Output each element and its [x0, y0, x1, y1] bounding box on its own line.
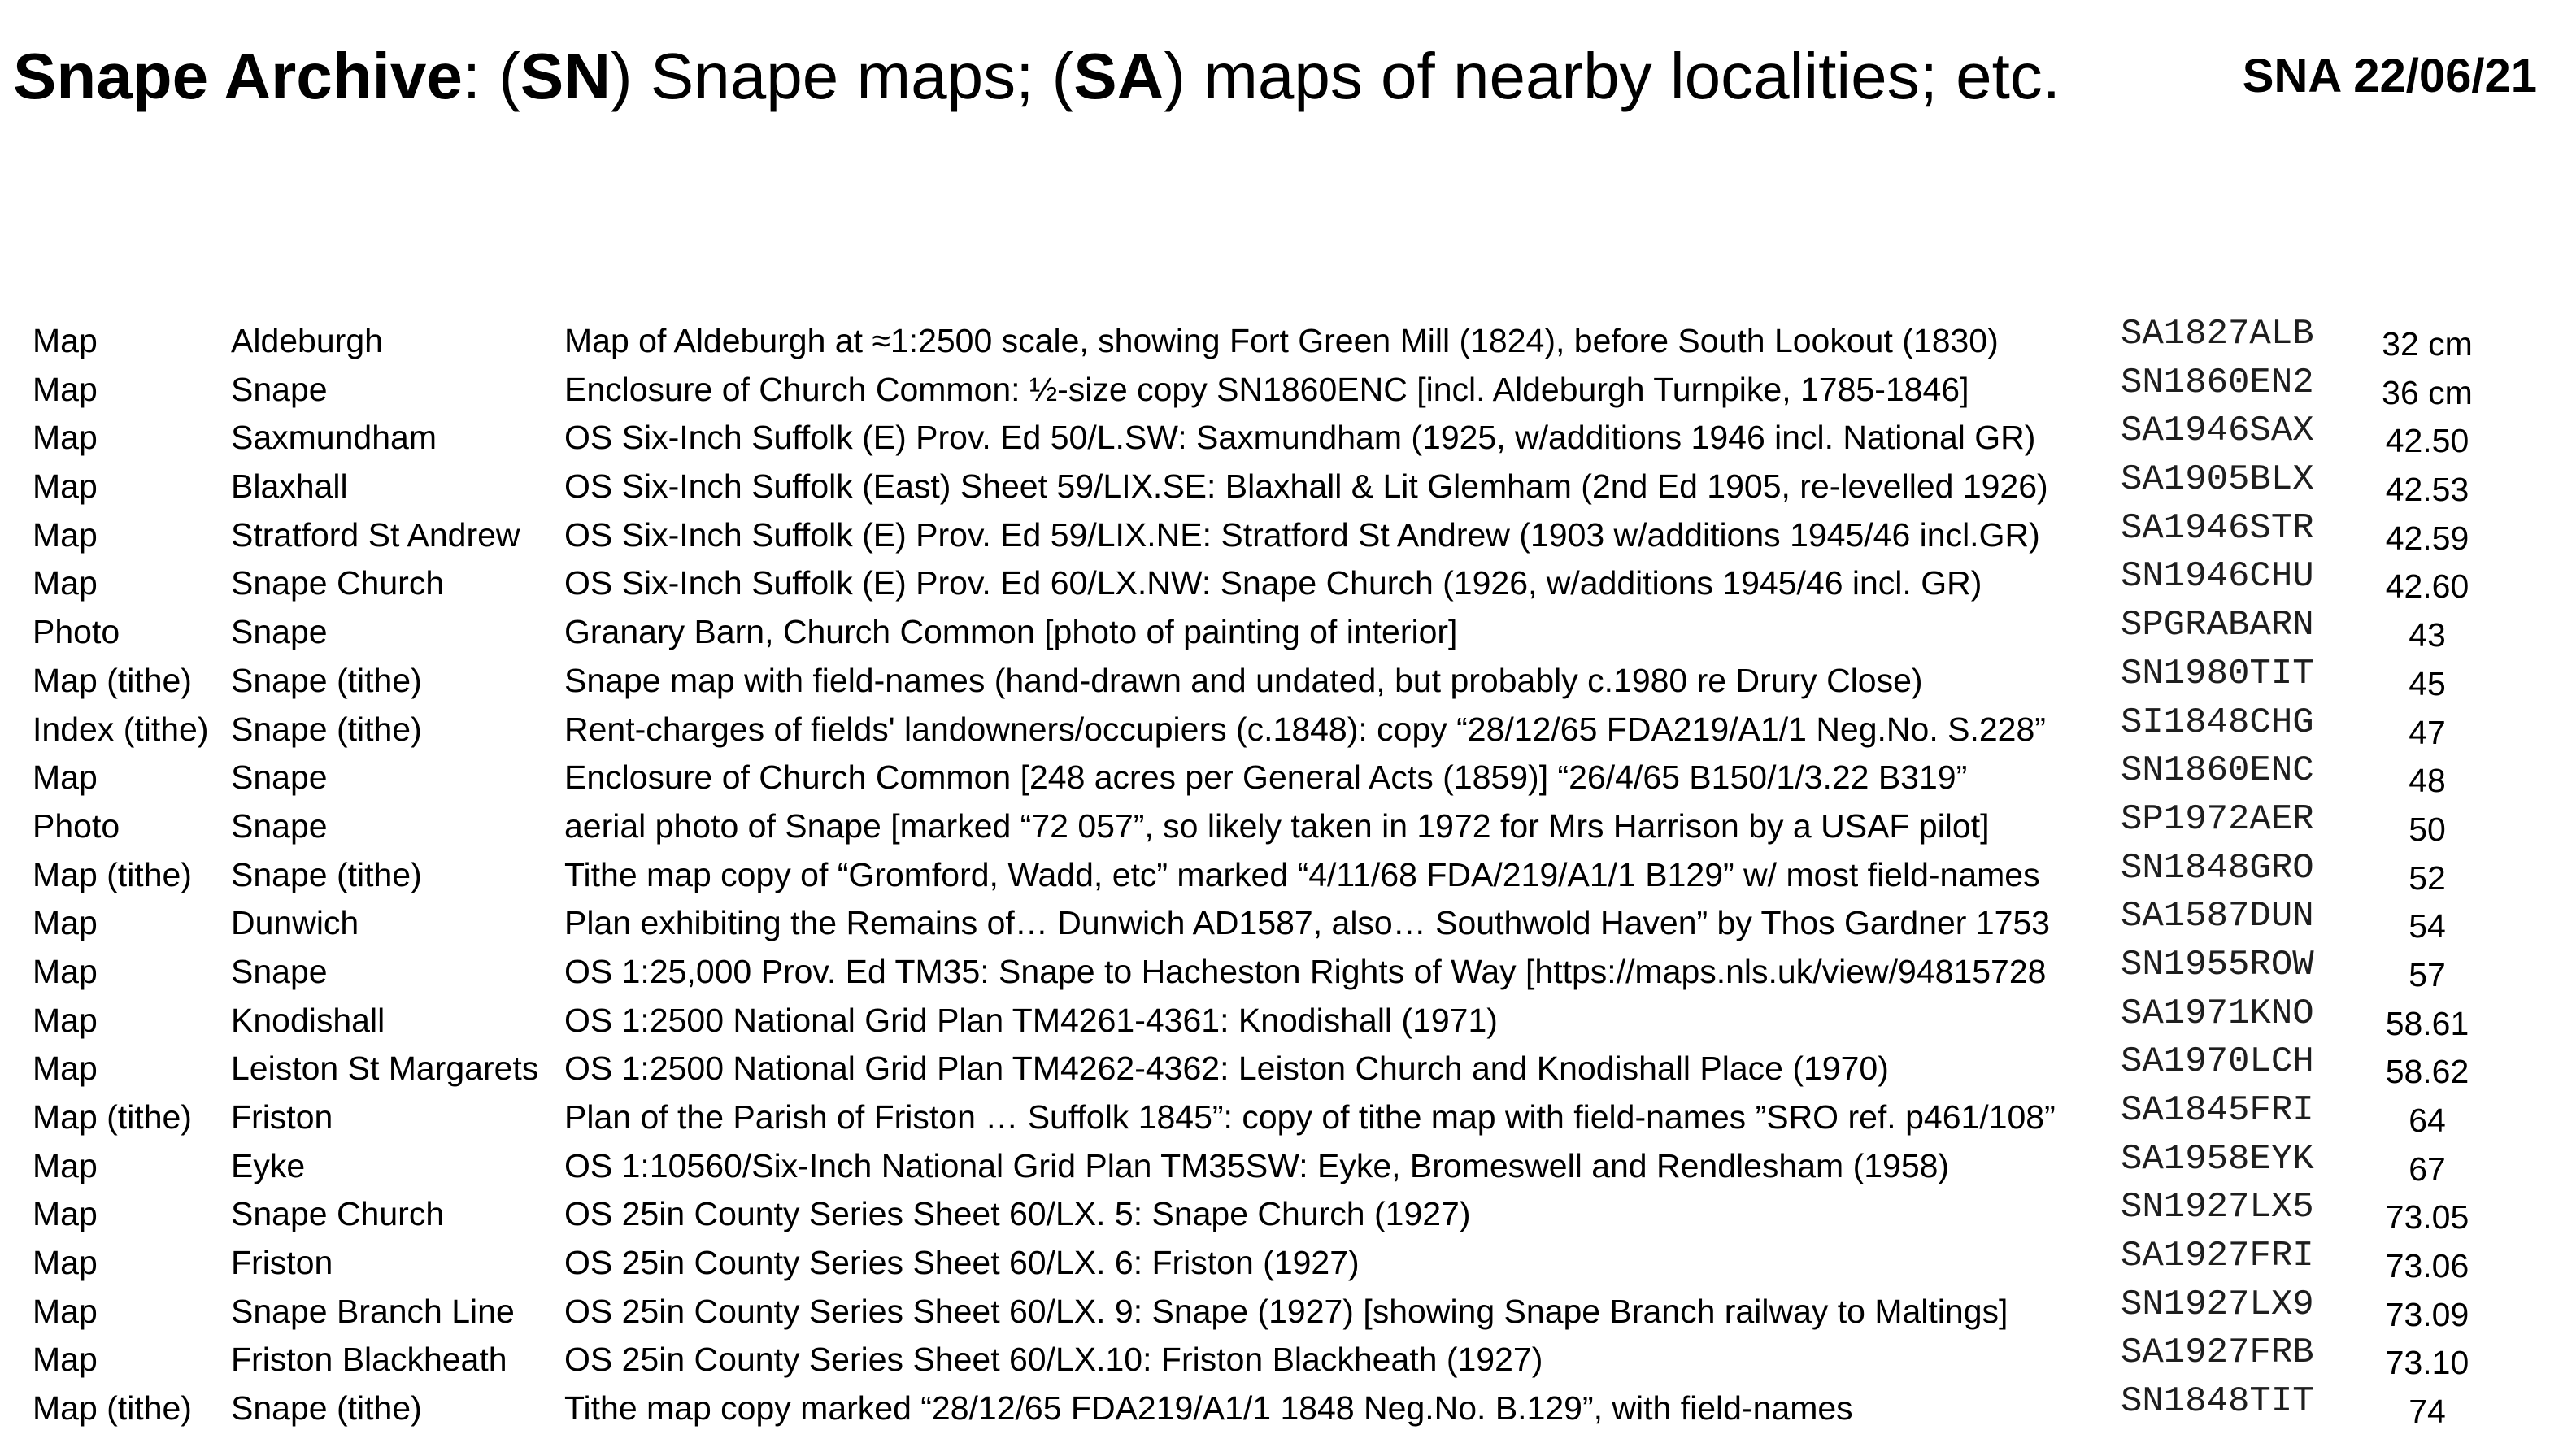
- item-place: Snape: [231, 370, 328, 408]
- item-place: Snape Church: [231, 564, 445, 602]
- item-type: Map (tithe): [33, 661, 192, 699]
- item-description: OS Six-Inch Suffolk (E) Prov. Ed 60/LX.NW: Snape Church (1926, w/additions 1945/46 incl. GR): [564, 564, 1982, 602]
- title-sn-code: SN: [520, 40, 611, 112]
- item-description: Tithe map copy of “Gromford, Wadd, etc” marked “4/11/68 FDA/219/A1/1 B129” w/ most field-names: [564, 855, 2040, 893]
- item-type: Map: [33, 1146, 98, 1184]
- item-size: 50: [2409, 810, 2446, 848]
- title-sa-code: SA: [1073, 40, 1164, 112]
- item-place: Snape (tithe): [231, 1389, 422, 1428]
- item-size: 57: [2409, 955, 2446, 993]
- item-place: Snape (tithe): [231, 855, 422, 893]
- item-code: SA1827ALB: [2121, 314, 2314, 354]
- item-size: 52: [2409, 858, 2446, 897]
- item-description: Map of Aldeburgh at ≈1:2500 scale, showing Fort Green Mill (1824), before South Lookout (1830): [564, 322, 1999, 359]
- item-size: 73.09: [2385, 1295, 2469, 1333]
- item-type: Map: [33, 1195, 98, 1233]
- item-size: 42.60: [2385, 567, 2469, 606]
- title-archive-name: Snape Archive: [13, 40, 463, 112]
- item-place: Snape: [231, 758, 328, 797]
- item-description: OS Six-Inch Suffolk (East) Sheet 59/LIX.SE: Blaxhall & Lit Glemham (2nd Ed 1905, re-levelled 1926): [564, 467, 2048, 506]
- item-description: Tithe map copy marked “28/12/65 FDA219/A1/1 1848 Neg.No. B.129”, with field-names: [564, 1389, 1853, 1428]
- item-place: Snape (tithe): [231, 661, 422, 699]
- item-place: Snape: [231, 952, 328, 990]
- item-description: Granary Barn, Church Common [photo of painting of interior]: [564, 613, 1458, 651]
- item-code: SN1848TIT: [2121, 1381, 2314, 1423]
- item-type: Map: [33, 515, 98, 554]
- item-code: SA1946SAX: [2121, 411, 2314, 452]
- item-code: SN1955ROW: [2121, 944, 2314, 985]
- item-type: Map: [33, 419, 98, 457]
- item-size: 42.53: [2385, 471, 2469, 509]
- item-description: OS Six-Inch Suffolk (E) Prov. Ed 59/LIX.NE: Stratford St Andrew (1903 w/additions 1945/46 incl.GR): [564, 515, 2040, 554]
- title-text-3: ) maps of nearby localities; etc.: [1164, 40, 2061, 112]
- item-size: 47: [2409, 713, 2446, 751]
- item-type: Map: [33, 322, 98, 359]
- item-size: 43: [2409, 616, 2446, 654]
- item-place: Saxmundham: [231, 419, 437, 457]
- item-code: SN1860ENC: [2121, 750, 2314, 792]
- item-description: Rent-charges of fields' landowners/occupiers (c.1848): copy “28/12/65 FDA219/A1/1 Neg.No. S.228”: [564, 710, 2046, 748]
- item-description: OS 1:25,000 Prov. Ed TM35: Snape to Hacheston Rights of Way [https://maps.nls.uk/view/94815728: [564, 952, 2047, 990]
- document-reference: SNA 22/06/21: [2242, 50, 2537, 102]
- item-description: Plan exhibiting the Remains of… Dunwich AD1587, also… Southwold Haven” by Thos Gardner 1753: [564, 904, 2051, 942]
- item-place: Aldeburgh: [231, 322, 383, 359]
- item-place: Eyke: [231, 1146, 306, 1184]
- item-description: OS 25in County Series Sheet 60/LX. 9: Snape (1927) [showing Snape Branch railway to Maltings]: [564, 1292, 2008, 1330]
- item-place: Stratford St Andrew: [231, 515, 520, 554]
- item-description: OS 25in County Series Sheet 60/LX. 5: Snape Church (1927): [564, 1195, 1471, 1233]
- item-size: 73.10: [2385, 1344, 2469, 1382]
- item-size: 42.50: [2385, 422, 2469, 460]
- archive-table: [0, 314, 2550, 1433]
- item-type: Map: [33, 1050, 98, 1088]
- item-type: Photo: [33, 613, 120, 651]
- item-place: Snape: [231, 806, 328, 845]
- item-type: Map (tithe): [33, 855, 192, 893]
- item-description: OS 25in County Series Sheet 60/LX. 6: Friston (1927): [564, 1244, 1360, 1282]
- item-code: SN1946CHU: [2121, 556, 2314, 598]
- item-size: 58.62: [2385, 1053, 2469, 1091]
- item-size: 67: [2409, 1150, 2446, 1188]
- item-size: 74: [2409, 1393, 2446, 1431]
- item-code: SN1860EN2: [2121, 362, 2314, 403]
- item-size: 54: [2409, 907, 2446, 945]
- item-place: Blaxhall: [231, 467, 348, 506]
- item-place: Friston: [231, 1244, 333, 1282]
- title-text-1: : (: [462, 40, 520, 112]
- item-place: Dunwich: [231, 904, 359, 942]
- item-type: Map: [33, 1001, 98, 1039]
- item-description: Enclosure of Church Common: ½-size copy SN1860ENC [incl. Aldeburgh Turnpike, 1785-1846]: [564, 370, 1969, 408]
- item-description: Enclosure of Church Common [248 acres per General Acts (1859)] “26/4/65 B150/1/3.22 B319”: [564, 758, 1968, 797]
- item-type: Map: [33, 952, 98, 990]
- item-type: Map (tithe): [33, 1098, 192, 1136]
- item-description: aerial photo of Snape [marked “72 057”, so likely taken in 1972 for Mrs Harrison by a USAF pilot]: [564, 806, 1990, 845]
- item-place: Snape Church: [231, 1195, 445, 1233]
- item-code: SA1587DUN: [2121, 896, 2314, 937]
- item-place: Knodishall: [231, 1001, 385, 1039]
- item-size: 48: [2409, 762, 2446, 800]
- item-size: 42.59: [2385, 519, 2469, 557]
- item-type: Map: [33, 370, 98, 408]
- item-description: OS 1:2500 National Grid Plan TM4261-4361: Knodishall (1971): [564, 1001, 1498, 1039]
- table-row: [0, 1381, 2550, 1433]
- item-description: OS 25in County Series Sheet 60/LX.10: Friston Blackheath (1927): [564, 1341, 1543, 1379]
- item-type: Map: [33, 564, 98, 602]
- item-size: 45: [2409, 664, 2446, 702]
- item-type: Map: [33, 467, 98, 506]
- item-description: OS Six-Inch Suffolk (E) Prov. Ed 50/L.SW: Saxmundham (1925, w/additions 1946 incl. National GR): [564, 419, 2036, 457]
- item-code: SPGRABARN: [2121, 605, 2314, 646]
- item-code: SA1927FRI: [2121, 1236, 2314, 1277]
- item-type: Photo: [33, 806, 120, 845]
- item-place: Snape Branch Line: [231, 1292, 515, 1330]
- item-size: 73.05: [2385, 1198, 2469, 1237]
- item-code: SN1980TIT: [2121, 653, 2314, 694]
- item-code: SN1927LX5: [2121, 1187, 2314, 1228]
- page-title: [13, 36, 2060, 117]
- item-place: Friston Blackheath: [231, 1341, 507, 1379]
- item-place: Friston: [231, 1098, 333, 1136]
- title-text-2: ) Snape maps; (: [611, 40, 1074, 112]
- item-code: SA1927FRB: [2121, 1332, 2314, 1374]
- item-type: Map: [33, 904, 98, 942]
- item-size: 58.61: [2385, 1004, 2469, 1042]
- item-code: SA1970LCH: [2121, 1041, 2314, 1083]
- item-type: Map: [33, 1341, 98, 1379]
- item-type: Map (tithe): [33, 1389, 192, 1428]
- item-size: 32 cm: [2382, 325, 2473, 363]
- item-size: 64: [2409, 1102, 2446, 1139]
- item-type: Index (tithe): [33, 710, 209, 748]
- item-type: Map: [33, 758, 98, 797]
- item-place: Snape (tithe): [231, 710, 422, 748]
- item-code: SA1958EYK: [2121, 1138, 2314, 1180]
- item-size: 73.06: [2385, 1247, 2469, 1285]
- item-code: SN1927LX9: [2121, 1284, 2314, 1325]
- item-code: SA1971KNO: [2121, 993, 2314, 1034]
- item-code: SA1905BLX: [2121, 459, 2314, 501]
- page-header: [13, 36, 2537, 117]
- item-place: Snape: [231, 613, 328, 651]
- item-code: SA1845FRI: [2121, 1090, 2314, 1131]
- item-type: Map: [33, 1292, 98, 1330]
- item-type: Map: [33, 1244, 98, 1282]
- item-code: SP1972AER: [2121, 798, 2314, 840]
- item-size: 36 cm: [2382, 373, 2473, 411]
- item-description: Snape map with field-names (hand-drawn and undated, but probably c.1980 re Drury Close): [564, 661, 1923, 699]
- item-code: SI1848CHG: [2121, 702, 2314, 743]
- item-code: SA1946STR: [2121, 507, 2314, 549]
- item-place: Leiston St Margarets: [231, 1050, 539, 1088]
- item-description: OS 1:10560/Six-Inch National Grid Plan TM35SW: Eyke, Bromeswell and Rendlesham (1958): [564, 1146, 1950, 1184]
- item-code: SN1848GRO: [2121, 847, 2314, 889]
- item-description: Plan of the Parish of Friston … Suffolk 1845”: copy of tithe map with field-names ”SRO ref. p461/108”: [564, 1098, 2056, 1136]
- item-description: OS 1:2500 National Grid Plan TM4262-4362: Leiston Church and Knodishall Place (1970): [564, 1050, 1889, 1088]
